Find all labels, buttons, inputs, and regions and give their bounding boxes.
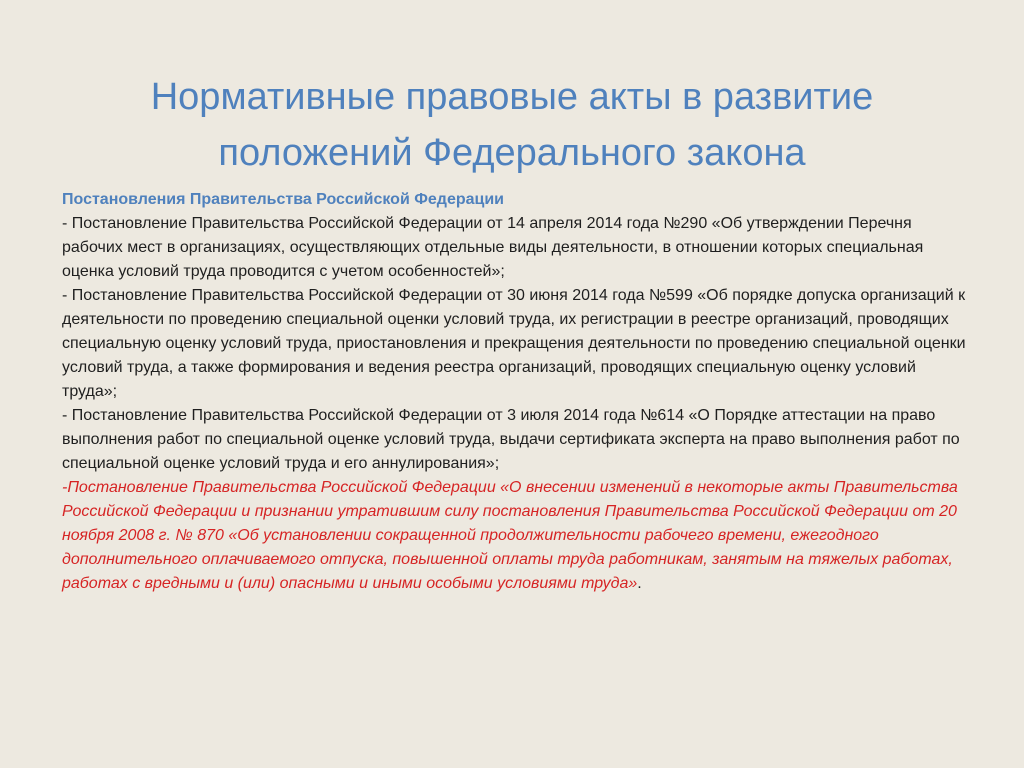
section-subheading: Постановления Правительства Российской Федерации — [62, 191, 505, 208]
slide-body — [62, 188, 972, 596]
highlighted-decree-period: . — [637, 575, 642, 592]
decree-item-599: - Постановление Правительства Российской Федерации от 30 июня 2014 года №599 «Об порядке допуска организаций к деятельности по проведению специальной оценки условий труда, их регистрации в реестре организаций, проводящих специальную оценку условий труда, приостановления и прекращения деятельности по проведению специальной оценки условий труда, а также формирования и ведения реестра организаций, проводящих специальную оценку условий труда»; — [62, 287, 966, 400]
slide-title — [60, 69, 964, 181]
highlighted-decree-text: -Постановление Правительства Российской Федерации «О внесении изменений в некоторые акты Правительства Российской Федерации и признании утратившим силу постановления Правительства Российской Федерации от 20 ноября 2008 г. № 870 «Об установлении сокращенной продолжительности рабочего времени, ежегодного дополнительного оплачиваемого отпуска, повышенной оплаты труда работникам, занятым на тяжелых работах, работах с вредными и (или) опасными и иными особыми условиями труда» — [62, 479, 958, 592]
highlighted-decree-item — [62, 476, 972, 596]
decree-item-290: - Постановление Правительства Российской Федерации от 14 апреля 2014 года №290 «Об утверждении Перечня рабочих мест в организациях, осуществляющих отдельные виды деятельности, в отношении которых специальная оценка условий труда проводится с учетом особенностей»; — [62, 215, 924, 280]
slide-title-line-2: положений Федерального закона — [218, 132, 806, 175]
decree-item-614: - Постановление Правительства Российской Федерации от 3 июля 2014 года №614 «О Порядке аттестации на право выполнения работ по специальной оценке условий труда, выдачи сертификата эксперта на право выполнения работ по специальной оценке условий труда и его аннулирования»; — [62, 407, 960, 472]
slide-title-line-1: Нормативные правовые акты в развитие — [150, 76, 874, 119]
